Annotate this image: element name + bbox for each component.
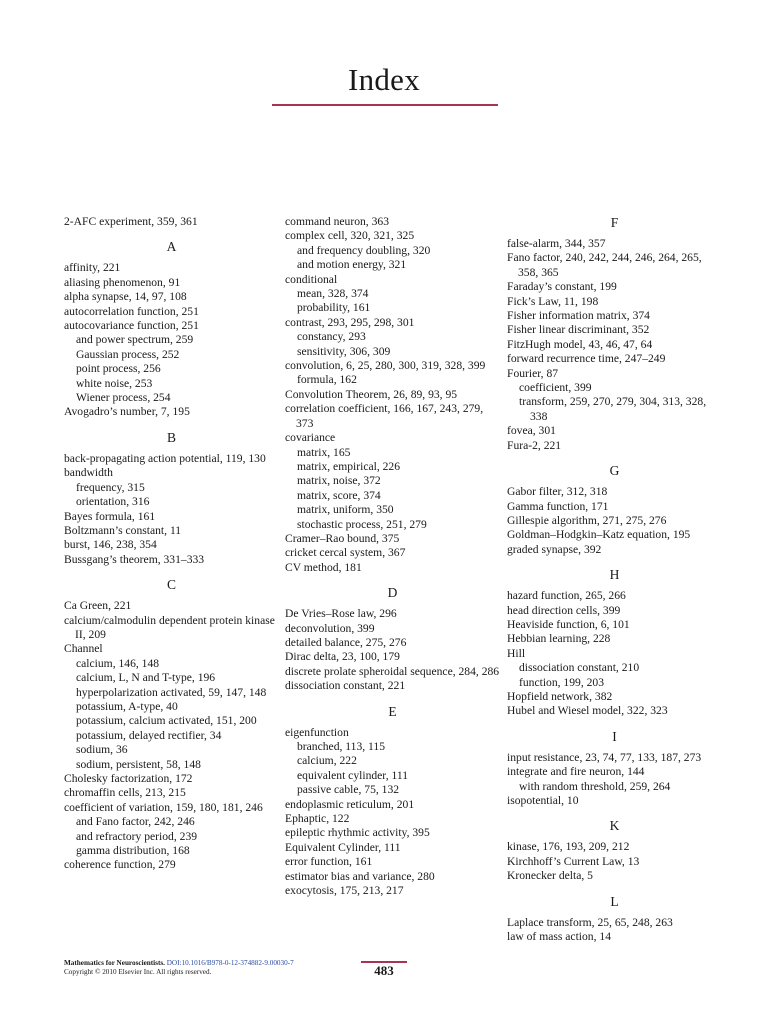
index-entry: estimator bias and variance, 280 (285, 869, 435, 883)
index-entry: Gamma function, 171 (507, 499, 609, 513)
index-section-e (285, 704, 500, 899)
index-subentry: orientation, 316 (76, 495, 150, 509)
footer-citation (64, 959, 294, 977)
index-entry: Fano factor, 240, 242, 244, 246, 264, 265, 358, 365 (507, 251, 702, 279)
index-entry: isopotential, 10 (507, 794, 579, 807)
index-entry: graded synapse, 392 (507, 542, 602, 556)
index-entry: Heaviside function, 6, 101 (507, 617, 630, 631)
index-entry: error function, 161 (285, 855, 373, 869)
index-subentry: white noise, 253 (76, 376, 153, 390)
section-letter-heading: C (166, 577, 176, 593)
index-section-c (64, 577, 279, 873)
index-entry: fovea, 301 (507, 424, 556, 438)
index-subentry: branched, 113, 115 (297, 740, 385, 753)
section-letter-heading: H (609, 567, 620, 583)
index-subentry: sensitivity, 306, 309 (297, 344, 391, 358)
title-rule (272, 104, 498, 106)
index-subentry: matrix, score, 374 (297, 488, 381, 502)
index-entry: convolution, 6, 25, 280, 300, 319, 328, 399 (285, 359, 486, 373)
index-entry: Bussgang’s theorem, 331–333 (64, 552, 205, 566)
index-section-g (507, 463, 722, 557)
section-letter-heading: A (166, 239, 177, 255)
index-entry: De Vries–Rose law, 296 (285, 607, 397, 621)
footer-doi-link[interactable]: DOI:10.1016/B978-0-12-374882-9.00030-7 (166, 959, 294, 967)
index-section (285, 215, 500, 575)
index-entry: affinity, 221 (64, 261, 121, 275)
footer-book-title: Mathematics for Neuroscientists. (64, 959, 165, 967)
index-entry: bandwidth (64, 466, 113, 480)
index-subentry: potassium, A-type, 40 (76, 699, 178, 713)
index-subentry: and frequency doubling, 320 (297, 243, 431, 257)
index-entry: correlation coefficient, 166, 167, 243, 279, 373 (285, 402, 484, 430)
index-subentry: sodium, persistent, 58, 148 (76, 757, 201, 771)
index-entry: conditional (285, 272, 338, 286)
footer-copyright: Copyright © 2010 Elsevier Inc. All rights reserved. (64, 968, 212, 976)
page-title: Index (347, 62, 421, 97)
index-entry: discrete prolate spheroidal sequence, 284, 286 (285, 664, 500, 678)
index-subentry: coefficient, 399 (519, 381, 592, 395)
index-subentry: function, 199, 203 (519, 675, 605, 689)
index-section-d (285, 585, 500, 693)
index-entry: Ca Green, 221 (64, 599, 132, 613)
index-subentry: frequency, 315 (76, 480, 145, 494)
section-letter-heading: I (612, 728, 617, 744)
index-entry: Kronecker delta, 5 (507, 869, 593, 883)
index-subentry: Gaussian process, 252 (76, 347, 180, 361)
index-subentry: potassium, calcium activated, 151, 200 (76, 714, 257, 728)
index-entry: coefficient of variation, 159, 180, 181, 246 (64, 800, 263, 814)
index-subentry: formula, 162 (297, 373, 357, 387)
section-letter-heading: G (609, 463, 620, 479)
index-entry: autocorrelation function, 251 (64, 304, 199, 318)
index-subentry: matrix, 165 (297, 445, 351, 459)
index-entry: dissociation constant, 221 (285, 679, 406, 693)
index-entry: 2-AFC experiment, 359, 361 (64, 215, 198, 228)
index-subentry: point process, 256 (76, 362, 161, 376)
index-entry: Avogadro’s number, 7, 195 (64, 405, 190, 419)
index-subentry: gamma distribution, 168 (76, 844, 190, 858)
index-entry: detailed balance, 275, 276 (285, 635, 407, 649)
index-entry: Cholesky factorization, 172 (64, 772, 193, 785)
index-entry: contrast, 293, 295, 298, 301 (285, 315, 415, 329)
index-section-k (507, 818, 722, 883)
index-entry: hazard function, 265, 266 (507, 589, 626, 603)
index-entry: coherence function, 279 (64, 858, 176, 872)
index-subentry: mean, 328, 374 (297, 287, 369, 301)
index-entry: head direction cells, 399 (507, 603, 621, 617)
section-letter-heading: L (610, 893, 619, 909)
index-subentry: probability, 161 (297, 301, 371, 315)
index-subentry: and Fano factor, 242, 246 (76, 815, 195, 829)
index-subentry: and refractory period, 239 (76, 829, 198, 843)
index-subentry: potassium, delayed rectifier, 34 (76, 728, 222, 742)
index-subentry: matrix, noise, 372 (297, 474, 381, 488)
index-entry: kinase, 176, 193, 209, 212 (507, 840, 630, 854)
index-subentry: calcium, 146, 148 (76, 656, 160, 670)
index-entry: Channel (64, 642, 103, 656)
index-entry: Boltzmann’s constant, 11 (64, 523, 182, 537)
index-subentry: transform, 259, 270, 279, 304, 313, 328, 338 (519, 395, 707, 423)
index-subentry: equivalent cylinder, 111 (297, 768, 409, 782)
index-entry: CV method, 181 (285, 560, 362, 574)
index-subentry: constancy, 293 (297, 330, 366, 344)
index-entry: Hopfield network, 382 (507, 689, 613, 703)
index-section-h (507, 567, 722, 719)
index-subentry: matrix, empirical, 226 (297, 459, 401, 473)
index-entry: aliasing phenomenon, 91 (64, 275, 181, 289)
index-entry: Hebbian learning, 228 (507, 632, 611, 646)
index-entry: integrate and fire neuron, 144 (507, 765, 645, 779)
index-entry: chromaffin cells, 213, 215 (64, 786, 186, 800)
index-subentry: calcium, L, N and T-type, 196 (76, 671, 216, 685)
index-section-f (507, 215, 722, 453)
index-entry: false-alarm, 344, 357 (507, 237, 606, 250)
index-entry: FitzHugh model, 43, 46, 47, 64 (507, 337, 653, 351)
index-entry: endoplasmic reticulum, 201 (285, 797, 415, 811)
index-column-2 (285, 215, 500, 898)
index-section-a (64, 239, 279, 419)
index-entry: autocovariance function, 251 (64, 319, 199, 333)
index-entry: Faraday’s constant, 199 (507, 280, 617, 294)
index-section-b (64, 430, 279, 567)
index-entry: Fourier, 87 (507, 366, 559, 380)
index-subentry: matrix, uniform, 350 (297, 503, 394, 517)
index-subentry: calcium, 222 (297, 754, 357, 768)
section-letter-heading: D (387, 585, 398, 601)
index-entry: deconvolution, 399 (285, 621, 375, 635)
index-entry: Fisher information matrix, 374 (507, 309, 650, 323)
page-number: 483 (374, 963, 394, 978)
index-entry: Gillespie algorithm, 271, 275, 276 (507, 513, 667, 527)
index-column-1 (64, 215, 279, 873)
index-subentry: and motion energy, 321 (297, 258, 407, 272)
index-entry: Ephaptic, 122 (285, 812, 350, 826)
index-subentry: stochastic process, 251, 279 (297, 517, 427, 531)
index-entry: command neuron, 363 (285, 215, 389, 228)
index-entry: calcium/calmodulin dependent protein kinase II, 209 (64, 613, 275, 641)
index-entry: eigenfunction (285, 725, 349, 739)
index-section-l (507, 894, 722, 945)
index-entry: Bayes formula, 161 (64, 509, 156, 523)
index-column-3 (507, 215, 722, 944)
index-entry: alpha synapse, 14, 97, 108 (64, 290, 187, 304)
section-letter-heading: K (609, 818, 620, 834)
index-entry: Fick’s Law, 11, 198 (507, 294, 599, 308)
index-entry: Fisher linear discriminant, 352 (507, 323, 650, 337)
index-entry: back-propagating action potential, 119, 130 (64, 451, 266, 465)
index-entry: Hubel and Wiesel model, 322, 323 (507, 704, 668, 718)
index-entry: Goldman–Hodgkin–Katz equation, 195 (507, 528, 691, 542)
index-subentry: passive cable, 75, 132 (297, 783, 400, 797)
index-section (64, 215, 279, 229)
index-entry: cricket cercal system, 367 (285, 546, 406, 560)
index-subentry: Wiener process, 254 (76, 391, 171, 405)
section-letter-heading: B (166, 429, 176, 445)
index-subentry: dissociation constant, 210 (519, 661, 640, 675)
index-subentry: hyperpolarization activated, 59, 147, 148 (76, 685, 267, 699)
index-entry: Hill (507, 646, 526, 660)
section-letter-heading: E (388, 703, 397, 719)
index-entry: Convolution Theorem, 26, 89, 93, 95 (285, 387, 458, 401)
index-entry: epileptic rhythmic activity, 395 (285, 826, 430, 840)
index-entry: exocytosis, 175, 213, 217 (285, 884, 404, 898)
index-entry: complex cell, 320, 321, 325 (285, 229, 415, 243)
index-entry: Dirac delta, 23, 100, 179 (285, 650, 400, 664)
index-entry: Gabor filter, 312, 318 (507, 485, 608, 499)
index-section-i (507, 729, 722, 809)
index-entry: Cramer–Rao bound, 375 (285, 531, 400, 545)
index-entry: covariance (285, 431, 336, 445)
index-entry: Equivalent Cylinder, 111 (285, 840, 401, 854)
index-entry: forward recurrence time, 247–249 (507, 352, 666, 366)
section-letter-heading: F (610, 215, 619, 230)
index-entry: Laplace transform, 25, 65, 248, 263 (507, 915, 673, 929)
index-entry: law of mass action, 14 (507, 930, 611, 944)
index-entry: input resistance, 23, 74, 77, 133, 187, 273 (507, 750, 702, 764)
index-entry: burst, 146, 238, 354 (64, 538, 157, 552)
index-subentry: sodium, 36 (76, 743, 128, 757)
index-subentry: with random threshold, 259, 264 (519, 779, 671, 793)
index-entry: Kirchhoff’s Current Law, 13 (507, 854, 640, 868)
index-subentry: and power spectrum, 259 (76, 333, 194, 347)
index-entry: Fura-2, 221 (507, 438, 562, 452)
